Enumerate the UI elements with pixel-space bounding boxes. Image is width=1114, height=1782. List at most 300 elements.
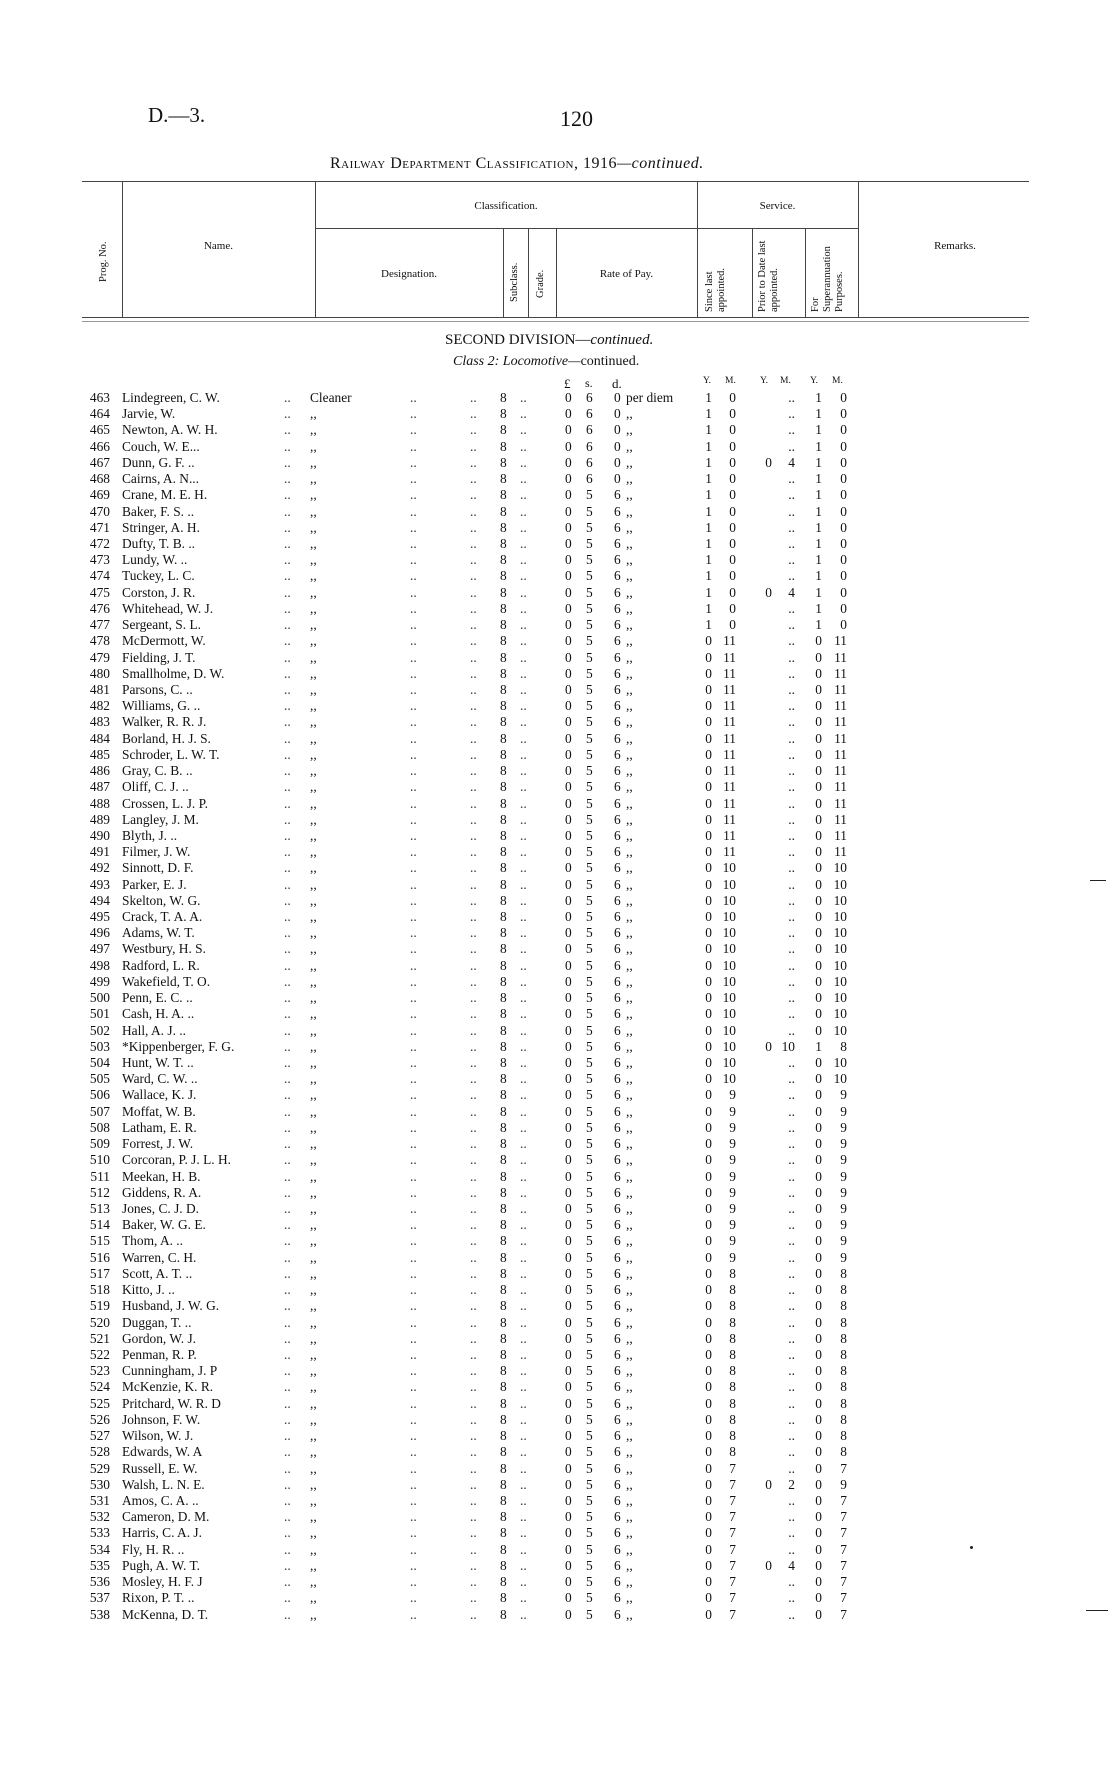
row-since-years: 1 <box>705 535 712 551</box>
leader-dots: .. <box>520 568 527 584</box>
row-since-months: 8 <box>729 1314 736 1330</box>
row-name: Tuckey, L. C. <box>122 568 195 584</box>
row-pay-pence: 6 <box>614 1136 621 1152</box>
row-prior-years: 0 <box>765 584 772 600</box>
row-since-years: 0 <box>705 698 712 714</box>
header-superannuation: For Superannuation Purposes. <box>810 246 845 312</box>
row-prog-no: 530 <box>89 1476 110 1492</box>
row-since-months: 8 <box>729 1265 736 1281</box>
row-since-months: 8 <box>729 1346 736 1362</box>
class-title <box>453 354 639 370</box>
table-row <box>0 406 1114 422</box>
leader-dots: .. <box>284 1330 291 1346</box>
row-prior-months: .. <box>788 941 795 957</box>
row-designation: ,, <box>310 1282 317 1298</box>
row-designation: ,, <box>310 1346 317 1362</box>
leader-dots: .. <box>470 471 477 487</box>
row-since-months: 0 <box>729 535 736 551</box>
row-designation: ,, <box>310 1525 317 1541</box>
row-super-months: 8 <box>840 1330 847 1346</box>
leader-dots: .. <box>284 519 291 535</box>
leader-dots: .. <box>470 1476 477 1492</box>
row-designation: ,, <box>310 876 317 892</box>
leader-dots: .. <box>470 1460 477 1476</box>
leader-dots: .. <box>284 503 291 519</box>
row-pay-pence: 6 <box>614 1184 621 1200</box>
row-pay-pounds: 0 <box>565 811 572 827</box>
row-name: Johnson, F. W. <box>122 1411 201 1427</box>
row-pay-pence: 6 <box>614 1233 621 1249</box>
row-pay-pounds: 0 <box>565 584 572 600</box>
row-super-months: 11 <box>834 779 847 795</box>
row-pay-shillings: 5 <box>586 1119 593 1135</box>
row-prior-months: .. <box>788 827 795 843</box>
row-super-years: 0 <box>815 941 822 957</box>
row-super-years: 0 <box>815 714 822 730</box>
leader-dots: .. <box>520 1574 527 1590</box>
leader-dots: .. <box>470 1346 477 1362</box>
row-pay-pounds: 0 <box>565 1574 572 1590</box>
row-subclass: 8 <box>500 1574 507 1590</box>
row-pay-pence: 6 <box>614 1119 621 1135</box>
row-since-months: 7 <box>729 1525 736 1541</box>
leader-dots: .. <box>410 1087 417 1103</box>
row-subclass: 8 <box>500 1006 507 1022</box>
row-prior-months: .. <box>788 1006 795 1022</box>
row-pay-pence: 6 <box>614 1201 621 1216</box>
row-name: Jarvie, W. <box>122 406 176 422</box>
row-pay-period: ,, <box>626 1541 633 1557</box>
row-pay-pounds: 0 <box>565 1395 572 1411</box>
leader-dots: .. <box>470 1136 477 1152</box>
row-super-years: 0 <box>815 1574 822 1590</box>
leader-dots: .. <box>520 584 527 600</box>
row-pay-shillings: 5 <box>586 519 593 535</box>
row-super-months: 7 <box>840 1460 847 1476</box>
row-since-years: 0 <box>705 681 712 697</box>
unit-prior-years: Y. <box>760 376 769 386</box>
row-pay-pounds: 0 <box>565 422 572 438</box>
table-row <box>0 601 1114 617</box>
row-super-years: 1 <box>815 503 822 519</box>
row-prog-no: 465 <box>89 422 110 438</box>
leader-dots: .. <box>470 1022 477 1038</box>
leader-dots: .. <box>284 860 291 876</box>
row-name: Pritchard, W. R. D <box>122 1395 221 1411</box>
row-prog-no: 488 <box>89 795 110 811</box>
row-designation: ,, <box>310 892 317 908</box>
row-super-months: 9 <box>840 1184 847 1200</box>
row-designation: ,, <box>310 1476 317 1492</box>
row-super-months: 7 <box>840 1557 847 1573</box>
leader-dots: .. <box>284 1087 291 1103</box>
row-prog-no: 494 <box>89 892 110 908</box>
row-name: Crane, M. E. H. <box>122 487 208 503</box>
row-pay-period: ,, <box>626 1152 633 1168</box>
table-row <box>0 536 1114 552</box>
division-name: SECOND DIVISION— <box>445 332 591 348</box>
row-since-years: 0 <box>705 860 712 876</box>
table-row <box>0 990 1114 1006</box>
leader-dots: .. <box>410 1298 417 1314</box>
row-pay-pence: 6 <box>614 1379 621 1395</box>
row-subclass: 8 <box>500 600 507 616</box>
row-super-years: 0 <box>815 1606 822 1622</box>
row-pay-pounds: 0 <box>565 1428 572 1444</box>
row-pay-period: ,, <box>626 827 633 843</box>
leader-dots: .. <box>284 681 291 697</box>
row-subclass: 8 <box>500 1217 507 1233</box>
leader-dots: .. <box>520 990 527 1006</box>
row-pay-period: ,, <box>626 422 633 438</box>
row-pay-shillings: 5 <box>586 1006 593 1022</box>
row-designation: ,, <box>310 1460 317 1476</box>
row-pay-period: ,, <box>626 1314 633 1330</box>
row-pay-shillings: 5 <box>586 503 593 519</box>
row-pay-pounds: 0 <box>565 1136 572 1152</box>
leader-dots: .. <box>520 454 527 470</box>
row-prog-no: 478 <box>89 633 110 649</box>
leader-dots: .. <box>410 746 417 762</box>
row-since-months: 11 <box>723 681 736 697</box>
leader-dots: .. <box>520 438 527 454</box>
row-pay-pence: 6 <box>614 519 621 535</box>
unit-pounds: £ <box>564 376 571 391</box>
row-subclass: 8 <box>500 1314 507 1330</box>
row-name: Parsons, C. .. <box>122 681 193 697</box>
row-pay-pence: 6 <box>614 1071 621 1087</box>
table-row <box>0 893 1114 909</box>
row-prior-months: .. <box>788 1574 795 1590</box>
row-since-months: 11 <box>723 746 736 762</box>
row-prog-no: 482 <box>89 698 110 714</box>
leader-dots: .. <box>284 1022 291 1038</box>
row-pay-pence: 6 <box>614 584 621 600</box>
row-prog-no: 508 <box>89 1119 110 1135</box>
leader-dots: .. <box>520 746 527 762</box>
leader-dots: .. <box>284 973 291 989</box>
row-subclass: 8 <box>500 876 507 892</box>
row-super-years: 0 <box>815 1444 822 1460</box>
leader-dots: .. <box>410 1006 417 1022</box>
row-name: Thom, A. .. <box>122 1233 184 1249</box>
row-pay-pounds: 0 <box>565 1363 572 1379</box>
row-super-months: 10 <box>833 1071 847 1087</box>
row-pay-period: ,, <box>626 795 633 811</box>
row-pay-shillings: 5 <box>586 746 593 762</box>
leader-dots: .. <box>470 600 477 616</box>
row-subclass: 8 <box>500 471 507 487</box>
row-super-years: 0 <box>815 779 822 795</box>
row-pay-period: ,, <box>626 876 633 892</box>
row-since-months: 0 <box>729 503 736 519</box>
row-pay-pence: 6 <box>614 1282 621 1298</box>
row-prog-no: 533 <box>89 1525 110 1541</box>
row-name: Gordon, W. J. <box>122 1330 197 1346</box>
row-prog-no: 513 <box>89 1201 110 1216</box>
row-since-months: 11 <box>723 763 736 779</box>
row-pay-period: ,, <box>626 1444 633 1460</box>
row-pay-pence: 0 <box>614 438 621 454</box>
row-pay-period: ,, <box>626 763 633 779</box>
row-subclass: 8 <box>500 1201 507 1216</box>
leader-dots: .. <box>520 860 527 876</box>
row-super-years: 1 <box>815 454 822 470</box>
leader-dots: .. <box>520 1249 527 1265</box>
unit-super-months: M. <box>832 376 843 386</box>
row-subclass: 8 <box>500 390 507 405</box>
row-name: Amos, C. A. .. <box>122 1492 199 1508</box>
row-pay-pounds: 0 <box>565 763 572 779</box>
row-since-years: 0 <box>705 730 712 746</box>
leader-dots: .. <box>520 973 527 989</box>
row-since-months: 9 <box>729 1249 736 1265</box>
row-pay-pounds: 0 <box>565 1022 572 1038</box>
leader-dots: .. <box>410 1541 417 1557</box>
row-prog-no: 529 <box>89 1460 110 1476</box>
header-rate-of-pay: Rate of Pay. <box>599 268 654 280</box>
header-prior-to-date: Prior to Date last appointed. <box>757 240 780 312</box>
row-super-months: 8 <box>840 1379 847 1395</box>
row-prog-no: 523 <box>89 1363 110 1379</box>
row-since-years: 0 <box>705 1574 712 1590</box>
row-pay-pence: 0 <box>614 454 621 470</box>
leader-dots: .. <box>520 714 527 730</box>
row-pay-shillings: 5 <box>586 1395 593 1411</box>
leader-dots: .. <box>470 973 477 989</box>
row-pay-shillings: 5 <box>586 1314 593 1330</box>
table-row <box>0 504 1114 520</box>
leader-dots: .. <box>520 681 527 697</box>
row-super-years: 0 <box>815 957 822 973</box>
table-row <box>0 1201 1114 1217</box>
row-subclass: 8 <box>500 1606 507 1622</box>
row-prior-months: 2 <box>788 1476 795 1492</box>
leader-dots: .. <box>284 1136 291 1152</box>
row-subclass: 8 <box>500 1184 507 1200</box>
row-prior-months: .. <box>788 1152 795 1168</box>
row-pay-pounds: 0 <box>565 535 572 551</box>
leader-dots: .. <box>410 1574 417 1590</box>
row-pay-pounds: 0 <box>565 552 572 568</box>
row-subclass: 8 <box>500 925 507 941</box>
row-pay-pence: 6 <box>614 795 621 811</box>
row-name: McDermott, W. <box>122 633 206 649</box>
row-pay-period: ,, <box>626 1201 633 1216</box>
row-subclass: 8 <box>500 1541 507 1557</box>
row-prior-months: .. <box>788 487 795 503</box>
leader-dots: .. <box>470 1087 477 1103</box>
row-pay-shillings: 5 <box>586 535 593 551</box>
row-name: Cunningham, J. P <box>122 1363 218 1379</box>
leader-dots: .. <box>284 827 291 843</box>
leader-dots: .. <box>410 763 417 779</box>
row-pay-pence: 0 <box>614 422 621 438</box>
row-prog-no: 516 <box>89 1249 110 1265</box>
row-super-months: 9 <box>840 1136 847 1152</box>
leader-dots: .. <box>410 941 417 957</box>
row-since-years: 0 <box>705 795 712 811</box>
table-row <box>0 1055 1114 1071</box>
leader-dots: .. <box>470 1184 477 1200</box>
row-prog-no: 534 <box>89 1541 110 1557</box>
leader-dots: .. <box>410 552 417 568</box>
row-pay-pence: 6 <box>614 1428 621 1444</box>
row-designation: ,, <box>310 1087 317 1103</box>
row-super-years: 0 <box>815 1314 822 1330</box>
leader-dots: .. <box>410 471 417 487</box>
leader-dots: .. <box>284 811 291 827</box>
row-designation: ,, <box>310 649 317 665</box>
row-super-months: 9 <box>840 1119 847 1135</box>
row-subclass: 8 <box>500 1395 507 1411</box>
row-pay-pence: 6 <box>614 1395 621 1411</box>
row-pay-period: ,, <box>626 1363 633 1379</box>
row-super-months: 10 <box>833 876 847 892</box>
row-name: McKenna, D. T. <box>122 1606 209 1622</box>
row-since-years: 0 <box>705 1379 712 1395</box>
leader-dots: .. <box>410 1055 417 1071</box>
table-row <box>0 1379 1114 1395</box>
row-super-months: 9 <box>840 1087 847 1103</box>
row-pay-shillings: 6 <box>586 438 593 454</box>
row-pay-period: ,, <box>626 779 633 795</box>
row-since-months: 10 <box>722 973 736 989</box>
row-pay-period: ,, <box>626 1330 633 1346</box>
leader-dots: .. <box>470 1330 477 1346</box>
row-super-months: 11 <box>834 714 847 730</box>
row-pay-pence: 6 <box>614 990 621 1006</box>
row-pay-pounds: 0 <box>565 779 572 795</box>
leader-dots: .. <box>470 568 477 584</box>
leader-dots: .. <box>520 763 527 779</box>
row-subclass: 8 <box>500 438 507 454</box>
row-since-months: 11 <box>723 698 736 714</box>
row-designation: ,, <box>310 925 317 941</box>
leader-dots: .. <box>520 600 527 616</box>
row-super-months: 11 <box>834 844 847 860</box>
leader-dots: .. <box>520 1330 527 1346</box>
leader-dots: .. <box>284 535 291 551</box>
row-prog-no: 510 <box>89 1152 110 1168</box>
row-super-years: 1 <box>815 406 822 422</box>
row-prior-months: .. <box>788 714 795 730</box>
row-pay-shillings: 5 <box>586 487 593 503</box>
row-super-months: 11 <box>834 665 847 681</box>
leader-dots: .. <box>520 1006 527 1022</box>
row-prog-no: 506 <box>89 1087 110 1103</box>
row-since-months: 7 <box>729 1606 736 1622</box>
leader-dots: .. <box>470 1363 477 1379</box>
row-since-months: 9 <box>729 1136 736 1152</box>
leader-dots: .. <box>410 535 417 551</box>
row-super-months: 0 <box>840 471 847 487</box>
table-row <box>0 1542 1114 1558</box>
row-since-months: 8 <box>729 1395 736 1411</box>
row-pay-shillings: 6 <box>586 454 593 470</box>
table-row <box>0 763 1114 779</box>
row-name: Newton, A. W. H. <box>122 422 218 438</box>
row-designation: ,, <box>310 795 317 811</box>
row-super-years: 0 <box>815 698 822 714</box>
row-designation: ,, <box>310 1379 317 1395</box>
leader-dots: .. <box>470 909 477 925</box>
row-subclass: 8 <box>500 665 507 681</box>
leader-dots: .. <box>410 892 417 908</box>
row-prog-no: 517 <box>89 1265 110 1281</box>
row-prior-months: .. <box>788 1411 795 1427</box>
row-since-months: 7 <box>729 1574 736 1590</box>
row-pay-pence: 6 <box>614 1249 621 1265</box>
row-pay-shillings: 5 <box>586 568 593 584</box>
leader-dots: .. <box>410 1509 417 1525</box>
leader-dots: .. <box>470 422 477 438</box>
row-pay-period: ,, <box>626 844 633 860</box>
row-super-years: 0 <box>815 925 822 941</box>
leader-dots: .. <box>284 649 291 665</box>
row-super-months: 7 <box>840 1606 847 1622</box>
row-super-months: 7 <box>840 1509 847 1525</box>
row-pay-pence: 6 <box>614 1363 621 1379</box>
row-pay-pence: 0 <box>614 406 621 422</box>
row-super-months: 11 <box>834 633 847 649</box>
leader-dots: .. <box>284 1168 291 1184</box>
row-prog-no: 484 <box>89 730 110 746</box>
unit-shillings: s. <box>585 376 593 390</box>
leader-dots: .. <box>410 568 417 584</box>
row-since-months: 8 <box>729 1363 736 1379</box>
row-pay-period: ,, <box>626 454 633 470</box>
leader-dots: .. <box>410 1492 417 1508</box>
row-super-years: 0 <box>815 795 822 811</box>
row-since-years: 0 <box>705 990 712 1006</box>
leader-dots: .. <box>470 1038 477 1054</box>
row-pay-period: ,, <box>626 535 633 551</box>
row-prior-months: .. <box>788 1395 795 1411</box>
row-pay-period: ,, <box>626 503 633 519</box>
row-prior-months: .. <box>788 1022 795 1038</box>
leader-dots: .. <box>410 390 417 405</box>
row-pay-pounds: 0 <box>565 649 572 665</box>
row-super-years: 0 <box>815 1265 822 1281</box>
row-since-years: 0 <box>705 811 712 827</box>
table-row <box>0 1185 1114 1201</box>
row-super-years: 1 <box>815 568 822 584</box>
row-name: Walker, R. R. J. <box>122 714 207 730</box>
row-since-months: 11 <box>723 795 736 811</box>
row-name: Schroder, L. W. T. <box>122 746 220 762</box>
row-pay-period: ,, <box>626 552 633 568</box>
header-grade: Grade. <box>535 269 546 298</box>
row-pay-period: ,, <box>626 860 633 876</box>
row-since-years: 0 <box>705 1201 712 1216</box>
leader-dots: .. <box>520 617 527 633</box>
row-since-years: 0 <box>705 746 712 762</box>
row-since-years: 0 <box>705 844 712 860</box>
row-since-years: 0 <box>705 1395 712 1411</box>
row-pay-pounds: 0 <box>565 909 572 925</box>
row-name: Adams, W. T. <box>122 925 195 941</box>
leader-dots: .. <box>410 876 417 892</box>
row-since-years: 0 <box>705 1217 712 1233</box>
leader-dots: .. <box>410 1249 417 1265</box>
row-pay-pounds: 0 <box>565 941 572 957</box>
row-prior-months: .. <box>788 1444 795 1460</box>
row-prior-months: .. <box>788 438 795 454</box>
row-pay-period: ,, <box>626 1087 633 1103</box>
row-super-years: 0 <box>815 1557 822 1573</box>
row-super-years: 0 <box>815 649 822 665</box>
